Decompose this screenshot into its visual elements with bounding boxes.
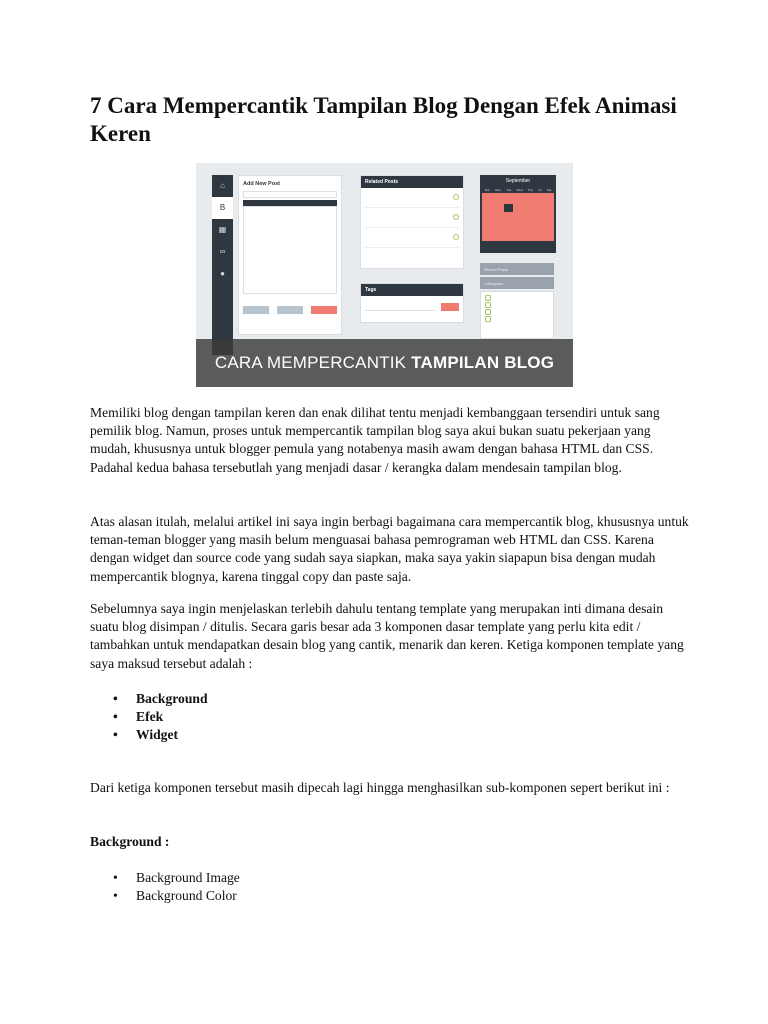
related-item (365, 192, 459, 208)
day-header: Wed (516, 188, 523, 192)
categories-list (480, 291, 554, 339)
day-header: Sun (484, 188, 490, 192)
categories-widget: Categories (480, 277, 554, 289)
related-item (365, 212, 459, 228)
day-header: Fri (538, 188, 542, 192)
day-header: Sat (546, 188, 552, 192)
home-icon: ⌂ (220, 181, 225, 190)
check-icon (453, 214, 459, 220)
list-item: • Background (113, 690, 513, 708)
day-header: Mon (495, 188, 501, 192)
editor-area (243, 206, 337, 294)
background-heading: Background : (90, 834, 170, 849)
admin-sidebar (212, 175, 233, 355)
paragraph-4: Dari ketiga komponen tersebut masih dipecah lagi hingga menghasilkan sub-komponen sepert berikut ini : (90, 780, 670, 795)
paragraph-2: Atas alasan itulah, melalui artikel ini saya ingin berbagi bagaimana cara mempercantik blog, khususnya untuk teman-teman blogger yang masih belum menguasai bahasa pemrograman web HTML dan CSS. Karena dengan widget dan source code yang sudah saya siapkan, maka saya yakin siapapun bisa dengan mudah mempercantik blognya, karena tinggal copy dan paste saja. (90, 514, 689, 584)
tags-input (365, 304, 435, 311)
background-list (113, 869, 513, 905)
pages-icon: ▦ (218, 225, 227, 234)
header-image (196, 163, 573, 387)
preview-button (277, 306, 303, 314)
related-posts-panel (360, 175, 464, 269)
image-banner (196, 339, 573, 387)
calendar-month: September (505, 178, 531, 184)
list-item: • Background Color (113, 887, 513, 905)
recent-posts-widget: Recent Posts (480, 263, 554, 275)
paragraph-3: Sebelumnya saya ingin menjelaskan terlebih dahulu tentang template yang merupakan inti dimana desain suatu blog disimpan / ditulis. Secara garis besar ada 3 komponen dasar template yang perlu kita edit / tambahkan untuk mendapatkan desain blog yang cantik, menarik dan keren. Ketiga komponen template yang saya maksud tersebut adalah : (90, 601, 684, 671)
list-item: • Widget (113, 726, 513, 744)
list-item: • Background Image (113, 869, 513, 887)
day-header: Tue (506, 188, 512, 192)
blog-icon: B (212, 197, 233, 219)
editor-title: Add New Post (243, 181, 280, 187)
tags-title: Tags (361, 284, 463, 296)
link-icon: ∞ (219, 247, 226, 256)
tags-panel (360, 283, 464, 323)
page-title: 7 Cara Mempercantik Tampilan Blog Dengan Efek Animasi Keren (90, 93, 677, 146)
editor-panel (238, 175, 342, 335)
banner-text-bold: TAMPILAN BLOG (411, 353, 555, 372)
comment-icon: ● (220, 269, 225, 278)
calendar-widget (480, 175, 556, 253)
check-icon (453, 234, 459, 240)
paragraph-1: Memiliki blog dengan tampilan keren dan enak dilihat tentu menjadi kembanggaan tersendiri untuk sang pemilik blog. Namun, proses untuk mempercantik tampilan blog saya akui bukan suatu pekerjaan yang mudah, khususnya untuk blogger pemula yang notabenya masih awam dengan bahasa HTML dan CSS. Padahal kedua bahasa tersebutlah yang menjadi dasar / kerangka dalam mendesain tampilan blog. (90, 405, 660, 475)
title-field (243, 191, 337, 198)
related-title: Related Posts (361, 176, 463, 188)
calendar-grid (482, 193, 554, 241)
day-header: Thu (527, 188, 533, 192)
related-item (365, 232, 459, 248)
draft-button (243, 306, 269, 314)
add-tag-button (441, 303, 459, 311)
components-list (113, 690, 513, 744)
publish-button (311, 306, 337, 314)
list-item: • Efek (113, 708, 513, 726)
check-icon (453, 194, 459, 200)
banner-text-light: CARA MEMPERCANTIK (214, 353, 407, 372)
